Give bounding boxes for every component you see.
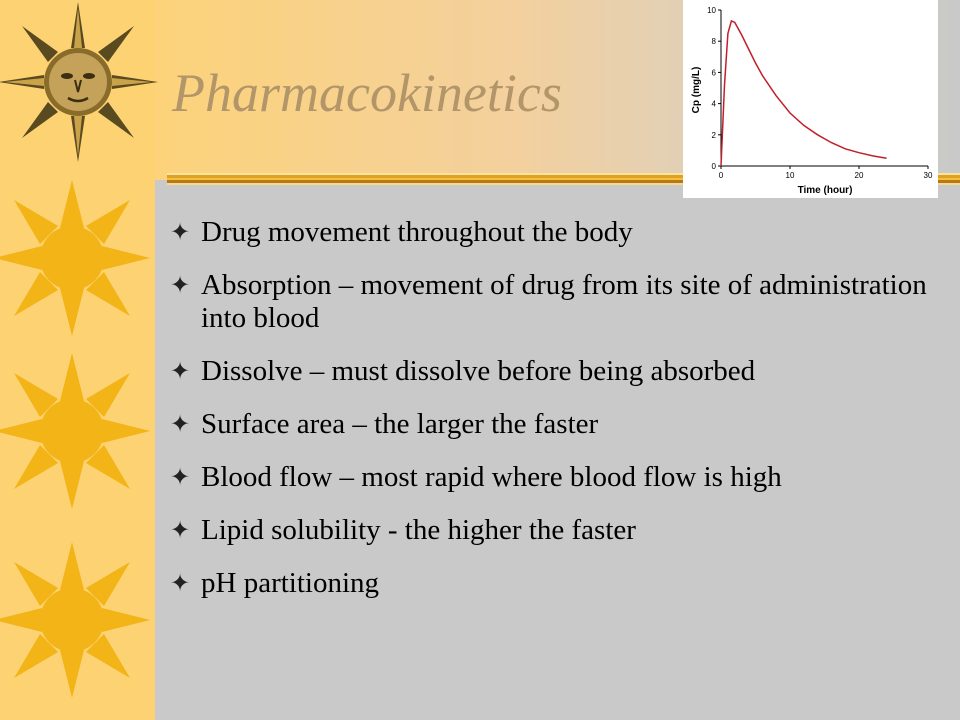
x-tick-label: 10	[785, 171, 795, 180]
list-item: ✦ pH partitioning	[170, 567, 380, 599]
list-item: ✦ Lipid solubility - the higher the faster	[170, 514, 636, 546]
slide-title: Pharmacokinetics	[172, 63, 562, 123]
x-axis-label: Time (hour)	[797, 185, 853, 196]
y-tick-label: 4	[711, 99, 716, 109]
list-item: ✦ Absorption – movement of drug from its site of administration into blood	[170, 269, 927, 334]
list-item: ✦ Surface area – the larger the faster	[170, 408, 599, 440]
y-tick-label: 0	[711, 162, 716, 171]
sun-icon	[0, 520, 160, 720]
star-bullet-icon: ✦	[170, 273, 191, 299]
star-bullet-icon: ✦	[170, 359, 191, 385]
star-bullet-icon: ✦	[170, 465, 191, 491]
x-tick-label: 0	[718, 171, 724, 180]
concentration-time-chart	[683, 0, 938, 198]
y-tick-label: 8	[711, 37, 716, 47]
sun-face-icon	[0, 0, 160, 165]
y-ticks	[707, 6, 721, 171]
star-bullet-icon: ✦	[170, 571, 191, 597]
list-item: ✦ Dissolve – must dissolve before being absorbed	[170, 355, 756, 387]
x-ticks	[719, 166, 933, 180]
sun-icon	[0, 170, 160, 340]
y-tick-label: 10	[707, 6, 716, 15]
y-tick-label: 2	[711, 130, 716, 140]
series-line	[721, 21, 887, 166]
x-tick-label: 30	[923, 171, 933, 180]
star-bullet-icon: ✦	[170, 518, 191, 544]
x-tick-label: 20	[854, 171, 864, 180]
y-axis-label: Cp (mg/L)	[691, 66, 702, 114]
chart-axes	[721, 10, 928, 166]
list-item: ✦ Drug movement throughout the body	[170, 216, 633, 248]
chart-svg	[683, 0, 938, 198]
star-bullet-icon: ✦	[170, 220, 191, 246]
sun-icon	[0, 345, 160, 515]
y-tick-label: 6	[711, 68, 716, 78]
list-item: ✦ Blood flow – most rapid where blood flow is high	[170, 461, 782, 493]
bullet-list	[170, 216, 930, 620]
star-bullet-icon: ✦	[170, 412, 191, 438]
